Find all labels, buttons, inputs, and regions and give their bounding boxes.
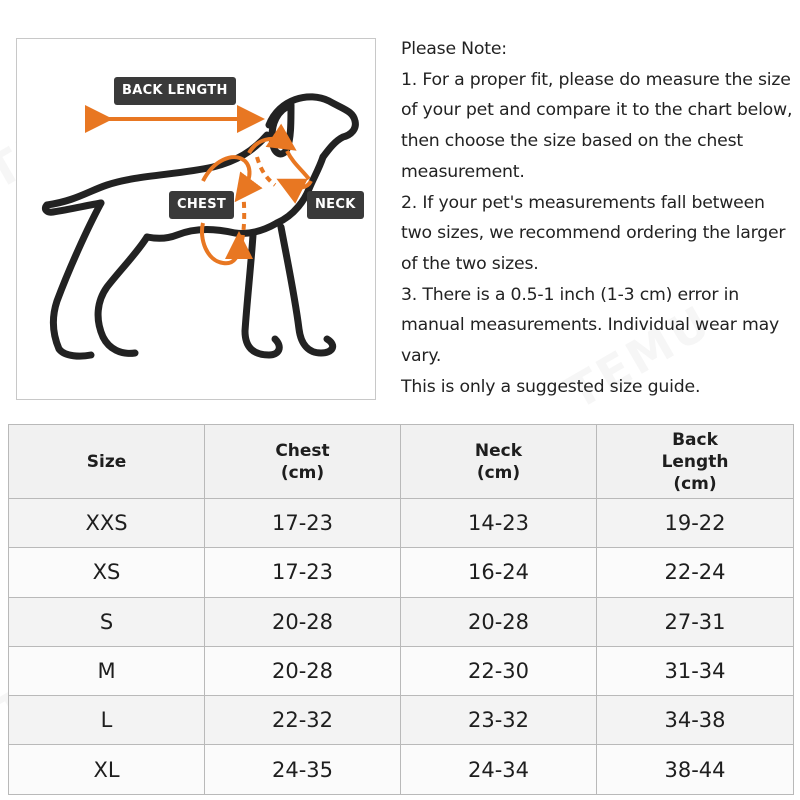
note-item-1: 1. For a proper fit, please do measure the size of your pet and compare it to the chart below, then choose the size based on the chest measurement. <box>401 69 793 182</box>
cell-chest: 24-35 <box>205 745 401 794</box>
cell-neck: 14-23 <box>401 499 597 548</box>
cell-size: L <box>9 696 205 745</box>
table-row <box>9 597 794 646</box>
cell-size: XXS <box>9 499 205 548</box>
table-row <box>9 548 794 597</box>
cell-chest: 17-23 <box>205 499 401 548</box>
table-header-row <box>9 425 794 499</box>
cell-chest: 22-32 <box>205 696 401 745</box>
cell-neck: 22-30 <box>401 646 597 695</box>
cell-chest: 17-23 <box>205 548 401 597</box>
cell-back-length: 34-38 <box>597 696 794 745</box>
size-notes <box>401 34 797 402</box>
size-chart-table <box>8 424 794 795</box>
note-item-3: 3. There is a 0.5-1 inch (1-3 cm) error in manual measurements. Individual wear may vary. <box>401 284 780 367</box>
cell-back-length: 19-22 <box>597 499 794 548</box>
cell-back-length: 31-34 <box>597 646 794 695</box>
cell-chest: 20-28 <box>205 646 401 695</box>
cell-size: M <box>9 646 205 695</box>
table-row <box>9 646 794 695</box>
notes-footer: This is only a suggested size guide. <box>401 376 701 397</box>
header-size: Size <box>9 425 205 499</box>
cell-back-length: 38-44 <box>597 745 794 794</box>
cell-neck: 20-28 <box>401 597 597 646</box>
note-item-2: 2. If your pet's measurements fall between two sizes, we recommend ordering the larger of the two sizes. <box>401 192 786 274</box>
header-back-length: Back Length (cm) <box>597 425 794 499</box>
cell-neck: 23-32 <box>401 696 597 745</box>
cell-size: XS <box>9 548 205 597</box>
table-row <box>9 696 794 745</box>
cell-back-length: 22-24 <box>597 548 794 597</box>
cell-neck: 24-34 <box>401 745 597 794</box>
notes-heading: Please Note: <box>401 39 507 59</box>
cell-chest: 20-28 <box>205 597 401 646</box>
cell-back-length: 27-31 <box>597 597 794 646</box>
table-row <box>9 499 794 548</box>
cell-size: S <box>9 597 205 646</box>
chest-label: CHEST <box>169 191 234 219</box>
back-length-label: BACK LENGTH <box>114 77 236 105</box>
table-row <box>9 745 794 794</box>
measurement-diagram <box>16 38 376 400</box>
cell-size: XL <box>9 745 205 794</box>
header-neck: Neck (cm) <box>401 425 597 499</box>
header-chest: Chest (cm) <box>205 425 401 499</box>
neck-label: NECK <box>307 191 364 219</box>
cell-neck: 16-24 <box>401 548 597 597</box>
